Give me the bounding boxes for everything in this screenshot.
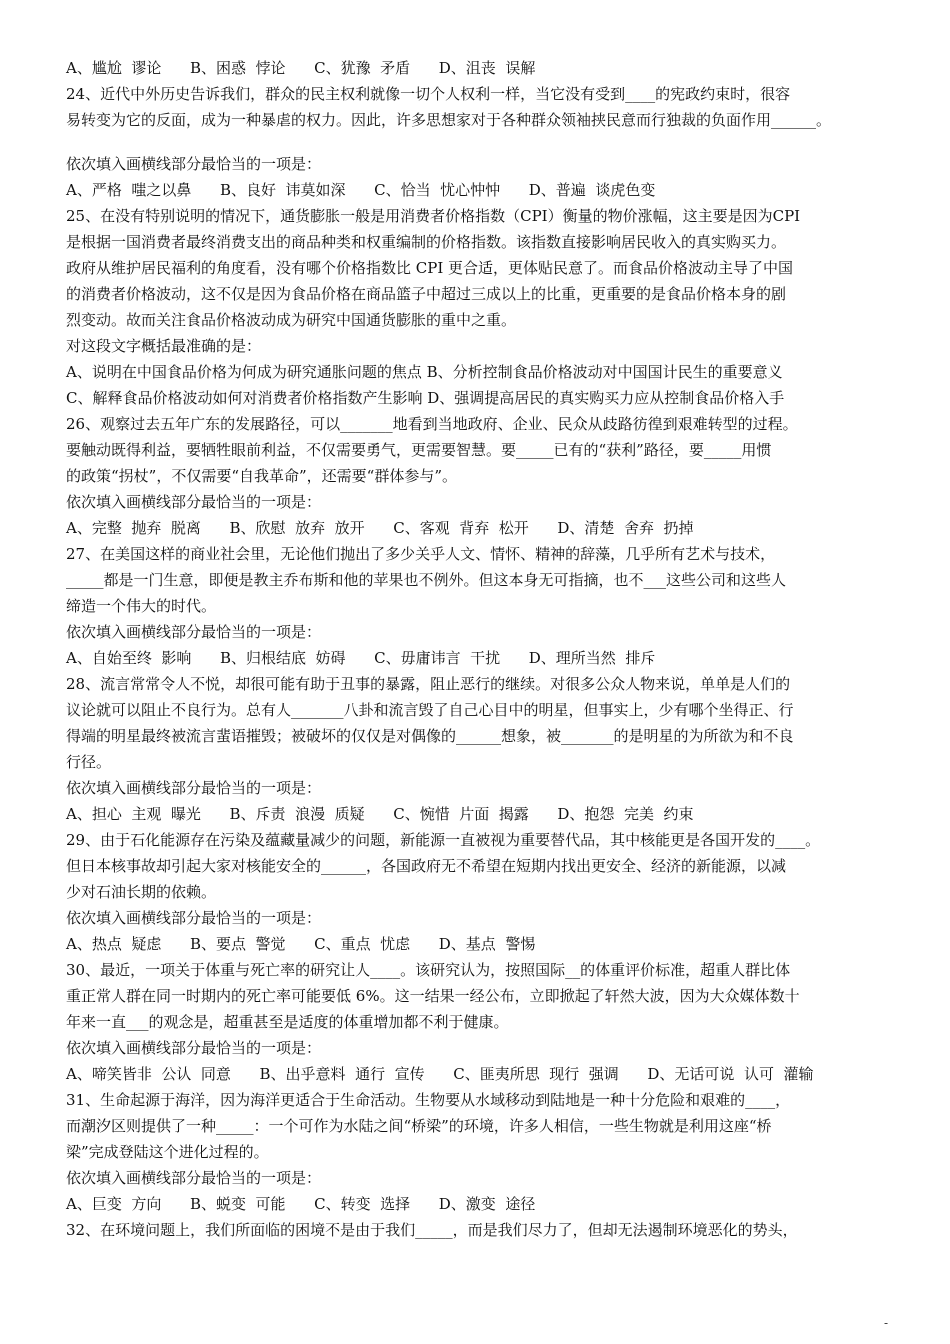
option-line: A、啼笑皆非 公认 同意 B、出乎意料 通行 宣传 C、匪夷所思 现行 强调 D、无话可说 认可 灌输	[66, 1065, 814, 1083]
question-25-text: 烈变动。故而关注食品价格波动成为研究中国通货膨胀的重中之重。	[66, 311, 517, 329]
instruction-line: 对这段文字概括最准确的是：	[66, 337, 262, 355]
instruction-line: 依次填入画横线部分最恰当的一项是：	[66, 1169, 322, 1187]
question-32-text: 32、在环境问题上，我们所面临的困境不是由于我们_____，而是我们尽力了，但却无法遏制环境恶化的势头，	[66, 1221, 798, 1239]
question-30-text: 30、最近，一项关于体重与死亡率的研究让人____。该研究认为，按照国际__的体重评价标准，超重人群比体	[66, 961, 791, 979]
blank-gap	[66, 133, 886, 151]
option-line: A、热点 疑虑 B、要点 警觉 C、重点 忧虑 D、基点 警惕	[66, 935, 536, 953]
option-line: A、严格 嗤之以鼻 B、良好 讳莫如深 C、恰当 忧心忡忡 D、普遍 谈虎色变	[66, 181, 656, 199]
question-28-text: 议论就可以阻止不良行为。总有人_______八卦和流言毁了自己心目中的明星，但事实上，少有哪个坐得正、行	[66, 701, 794, 719]
option-line: A、说明在中国食品价格为何成为研究通胀问题的焦点 B、分析控制食品价格波动对中国国计民生的重要意义	[66, 363, 783, 381]
instruction-line: 依次填入画横线部分最恰当的一项是：	[66, 779, 322, 797]
question-26-text: 要触动既得利益，要牺牲眼前利益，不仅需要勇气，更需要智慧。要_____已有的“获利”路径，要_____用惯	[66, 441, 772, 459]
question-25-text: 政府从维护居民福利的角度看，没有哪个价格指数比 CPI 更合适，更体贴民意了。而食品价格波动主导了中国	[66, 259, 794, 277]
question-28-text: 行径。	[66, 753, 112, 771]
question-25-text: 是根据一国消费者最终消费支出的商品种类和权重编制的价格指数。该指数直接影响居民收入的真实购买力。	[66, 233, 787, 251]
instruction-line: 依次填入画横线部分最恰当的一项是：	[66, 909, 322, 927]
option-line: C、解释食品价格波动如何对消费者价格指数产生影响 D、强调提高居民的真实购买力应从控制食品价格入手	[66, 389, 785, 407]
question-31-text: 梁”完成登陆这个进化过程的。	[66, 1143, 269, 1161]
option-line: A、自始至终 影响 B、归根结底 妨碍 C、毋庸讳言 干扰 D、理所当然 排斥	[66, 649, 656, 667]
document-body	[66, 55, 886, 1243]
question-26-text: 26、观察过去五年广东的发展路径，可以_______地看到当地政府、企业、民众从歧路彷徨到艰难转型的过程。	[66, 415, 798, 433]
question-30-text: 重正常人群在同一时期内的死亡率可能要低 6%。这一结果一经公布，立即掀起了轩然大波，因为大众媒体数十	[66, 987, 800, 1005]
instruction-line: 依次填入画横线部分最恰当的一项是：	[66, 493, 322, 511]
question-25-text: 25、在没有特别说明的情况下，通货膨胀一般是用消费者价格指数（CPI）衡量的物价涨幅，这主要是因为CPI	[66, 207, 801, 225]
question-30-text: 年来一直___的观念是，超重甚至是适度的体重增加都不利于健康。	[66, 1013, 509, 1031]
question-29-text: 29、由于石化能源存在污染及蕴藏量减少的问题，新能源一直被视为重要替代品，其中核能更是各国开发的____。	[66, 831, 821, 849]
instruction-line: 依次填入画横线部分最恰当的一项是：	[66, 1039, 322, 1057]
question-28-text: 得端的明星最终被流言蜚语摧毁；被破坏的仅仅是对偶像的______想象，被_______的是明星的为所欲为和不良	[66, 727, 794, 745]
question-29-text: 少对石油长期的依赖。	[66, 883, 217, 901]
question-25-text: 的消费者价格波动，这不仅是因为食品价格在商品篮子中超过三成以上的比重，更重要的是食品价格本身的剧	[66, 285, 787, 303]
question-27-text: 27、在美国这样的商业社会里，无论他们抛出了多少关乎人文、情怀、精神的辞藻，几乎所有艺术与技术，	[66, 545, 776, 563]
question-28-text: 28、流言常常令人不悦，却很可能有助于丑事的暴露，阻止恶行的继续。对很多公众人物来说，单单是人们的	[66, 675, 791, 693]
page-footer-mark: -	[884, 1316, 889, 1330]
instruction-line: 依次填入画横线部分最恰当的一项是：	[66, 623, 322, 641]
option-line: A、巨变 方向 B、蜕变 可能 C、转变 选择 D、激变 途径	[66, 1195, 536, 1213]
question-24-text: 易转变为它的反面，成为一种暴虐的权力。因此，许多思想家对于各种群众领袖挟民意而行独裁的负面作用______。	[66, 111, 832, 129]
question-26-text: 的政策“拐杖”，不仅需要“自我革命”，还需要“群体参与”。	[66, 467, 458, 485]
question-31-text: 而潮汐区则提供了一种_____：一个可作为水陆之间“桥梁”的环境，许多人相信，一些生物就是利用这座“桥	[66, 1117, 772, 1135]
option-line: A、担心 主观 曝光 B、斥责 浪漫 质疑 C、惋惜 片面 揭露 D、抱怨 完美 约束	[66, 805, 694, 823]
question-31-text: 31、生命起源于海洋，因为海洋更适合于生命活动。生物要从水域移动到陆地是一种十分危险和艰难的____，	[66, 1091, 791, 1109]
option-line: A、完整 抛弃 脱离 B、欣慰 放弃 放开 C、客观 背弃 松开 D、清楚 舍弃 扔掉	[66, 519, 694, 537]
question-24-text: 24、近代中外历史告诉我们，群众的民主权利就像一切个人权利一样，当它没有受到____的宪政约束时，很容	[66, 85, 791, 103]
instruction-line: 依次填入画横线部分最恰当的一项是：	[66, 155, 322, 173]
option-line: A、尴尬 谬论 B、困惑 悖论 C、犹豫 矛盾 D、沮丧 误解	[66, 59, 536, 77]
question-27-text: 缔造一个伟大的时代。	[66, 597, 217, 615]
question-27-text: _____都是一门生意，即便是教主乔布斯和他的苹果也不例外。但这本身无可指摘，也不___这些公司和这些人	[66, 571, 787, 589]
question-29-text: 但日本核事故却引起大家对核能安全的______，各国政府无不希望在短期内找出更安全、经济的新能源，以减	[66, 857, 787, 875]
